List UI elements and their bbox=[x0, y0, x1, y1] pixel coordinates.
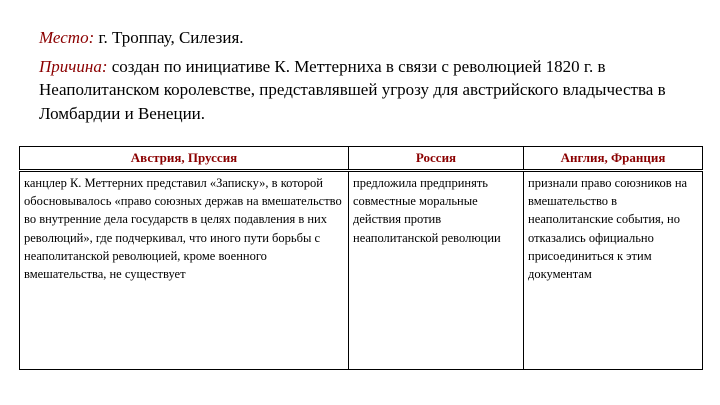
reason-paragraph bbox=[21, 55, 701, 126]
positions-table bbox=[19, 146, 703, 370]
table-header-row bbox=[20, 147, 703, 171]
cell-russia: предложила предпринять совместные моральные действия против неаполитанской революции bbox=[349, 171, 524, 370]
cell-england-france: признали право союзников на вмешательство в неаполитанские события, но отказались официально присоединиться к этим документам bbox=[524, 171, 703, 370]
table-row bbox=[20, 171, 703, 370]
intro-text bbox=[21, 26, 701, 125]
header-russia: Россия bbox=[349, 147, 524, 171]
place-label: Место: bbox=[39, 28, 95, 47]
place-value: г. Троппау, Силезия. bbox=[98, 28, 244, 47]
cell-austria-prussia: канцлер К. Меттерних представил «Записку», в которой обосновывалось «право союзных держав на вмешательство во внутренние дела государств в целях подавления в них революций», где подчеркивал, что иного пути борьбы с неаполитанской революцией, кроме военного вмешательства, не существует bbox=[20, 171, 349, 370]
place-line bbox=[21, 26, 701, 50]
reason-label: Причина: bbox=[39, 56, 108, 76]
header-england-france: Англия, Франция bbox=[524, 147, 703, 171]
header-austria-prussia: Австрия, Пруссия bbox=[20, 147, 349, 171]
reason-value: создан по инициативе К. Меттерниха в связи с революцией 1820 г. в Неаполитанском королевстве, представлявшей угрозу для австрийского владычества в Ломбардии и Венеции. bbox=[39, 56, 666, 123]
